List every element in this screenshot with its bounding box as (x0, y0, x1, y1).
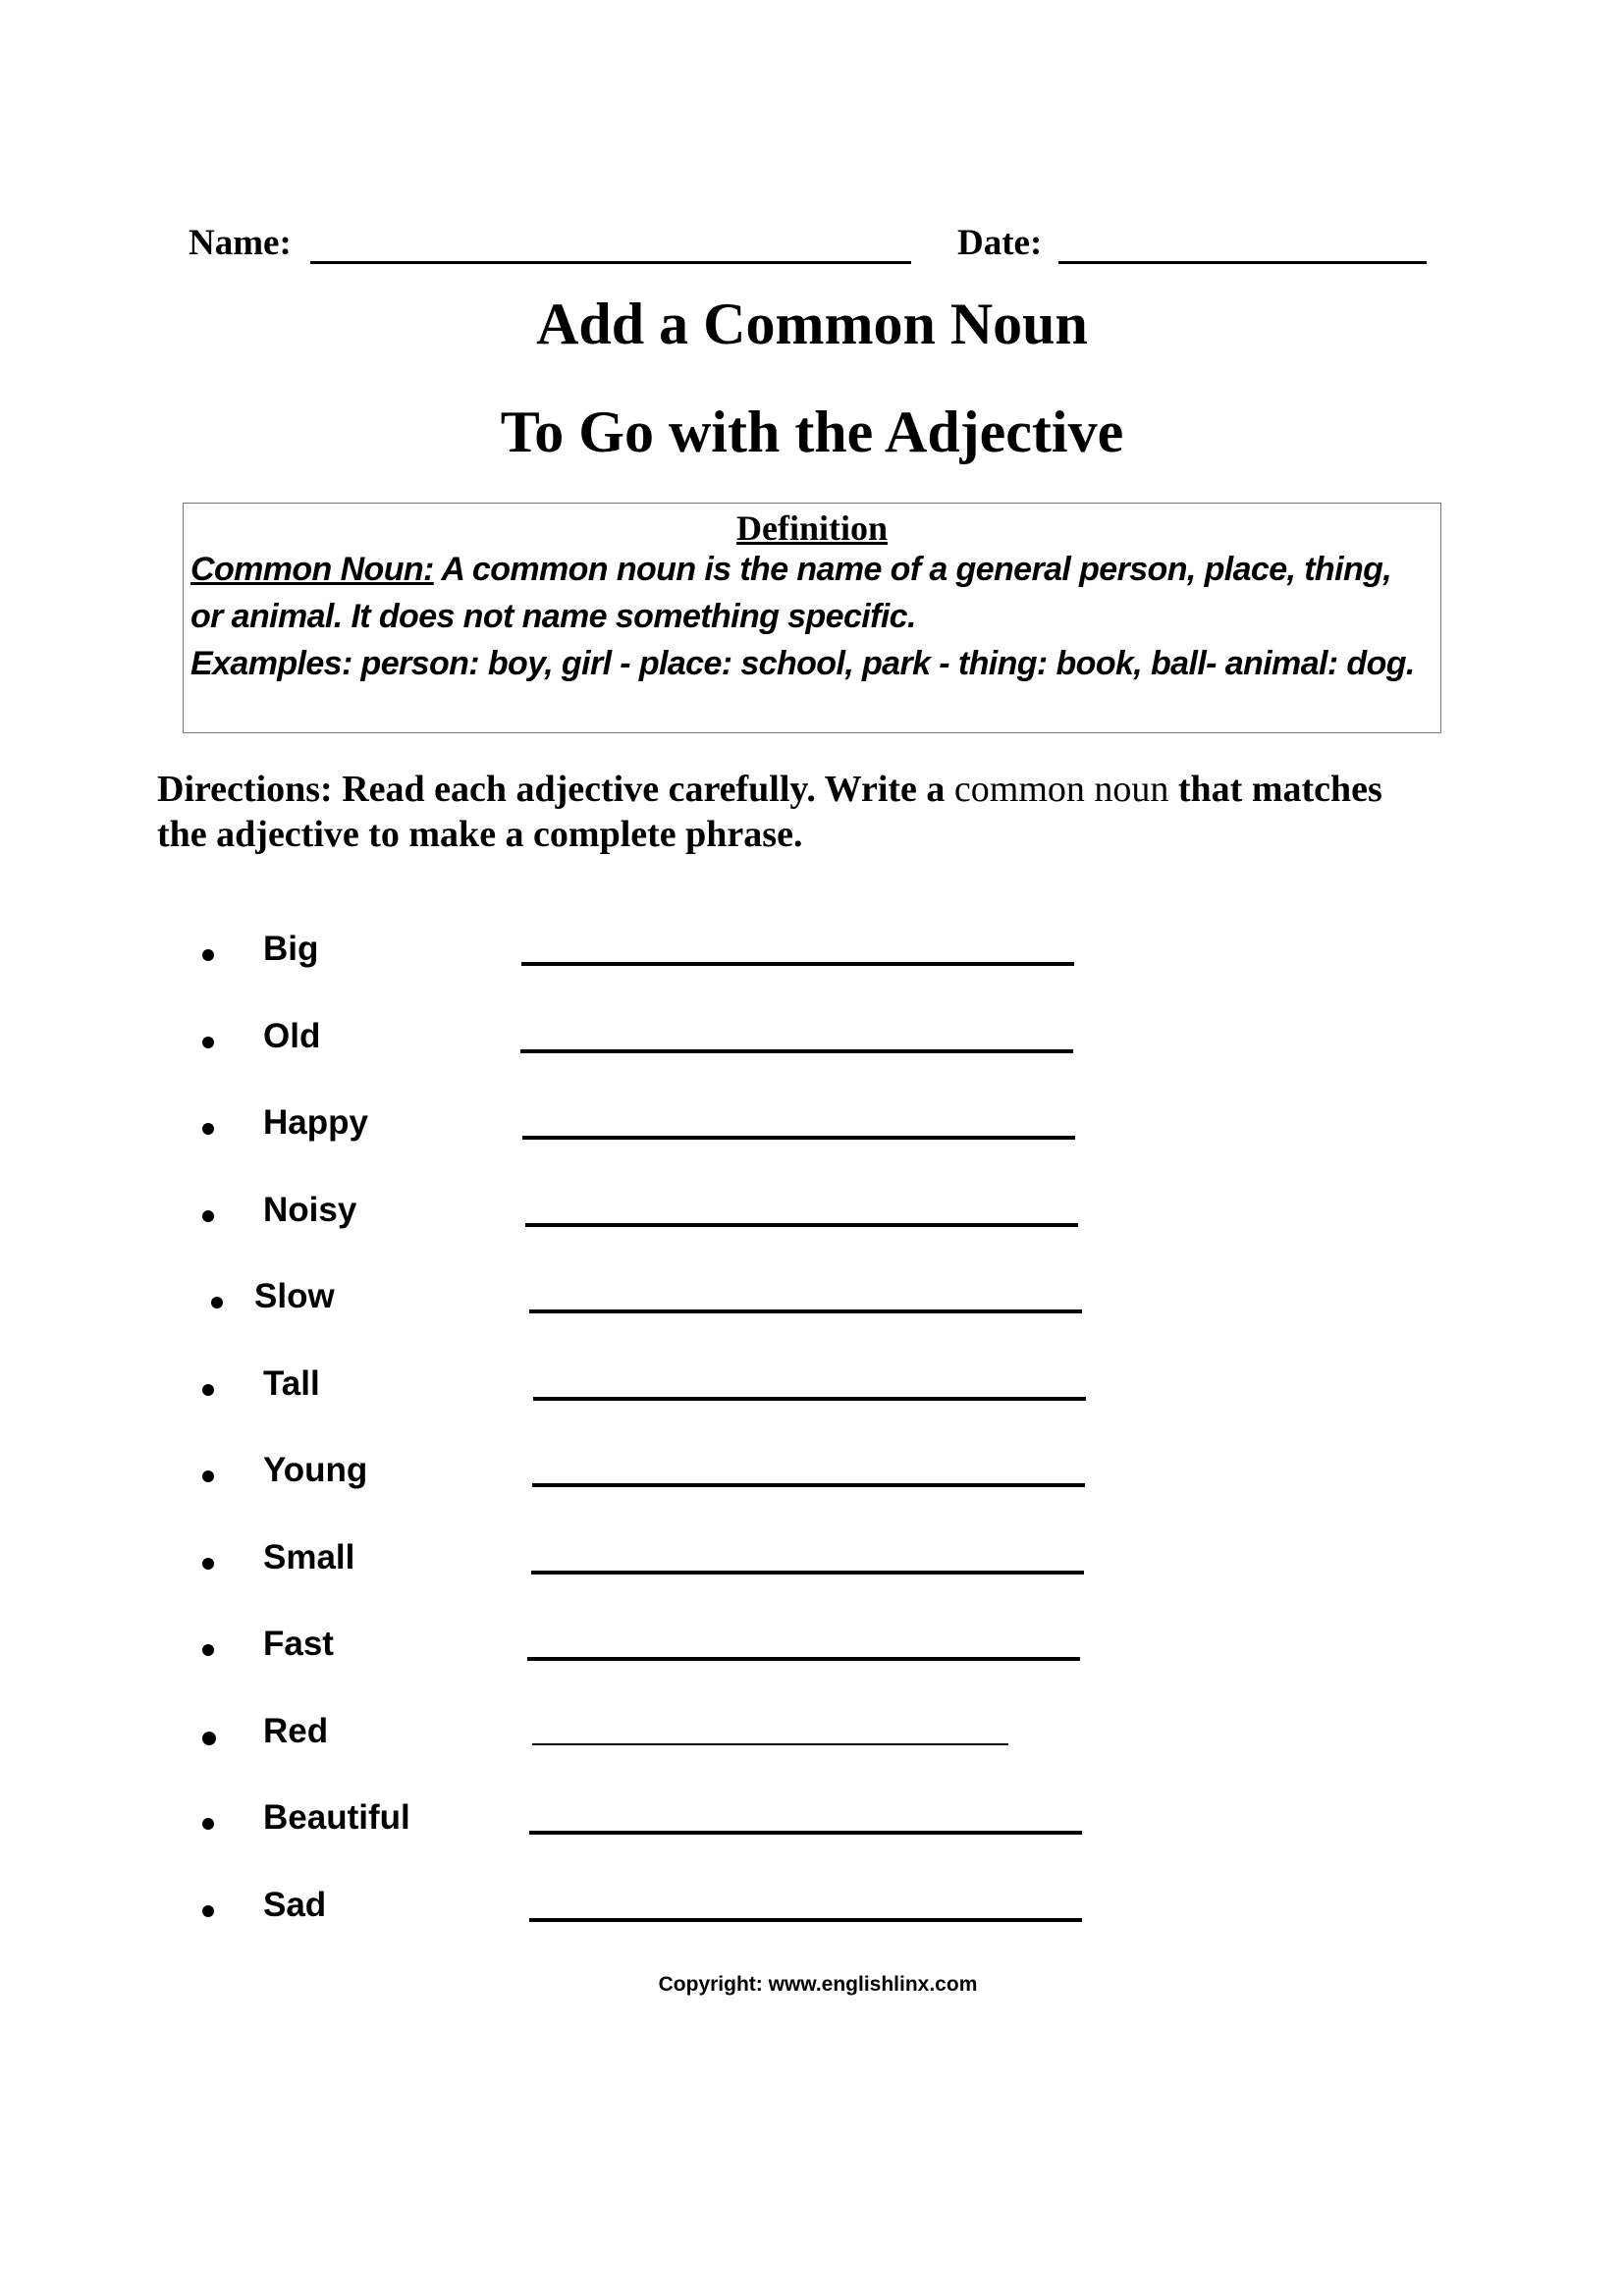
answer-blank[interactable] (529, 1831, 1082, 1835)
answer-blank[interactable] (529, 1309, 1082, 1313)
bullet-icon (202, 1905, 214, 1917)
list-item (0, 1710, 1624, 1769)
answer-blank[interactable] (525, 1223, 1078, 1227)
definition-examples: Examples: person: boy, girl - place: school, park - thing: book, ball- animal: dog. (190, 645, 1415, 682)
adjective: Big (263, 930, 319, 968)
adjective: Small (263, 1538, 355, 1576)
adjective: Happy (263, 1103, 368, 1142)
list-item (0, 1623, 1624, 1682)
bullet-icon (202, 1384, 214, 1396)
adjective: Tall (263, 1364, 320, 1403)
name-date-row (189, 222, 1435, 271)
answer-blank[interactable] (521, 962, 1074, 966)
adjective: Noisy (263, 1191, 357, 1229)
answer-blank[interactable] (532, 1483, 1085, 1487)
directions-part-2: common noun (953, 769, 1169, 810)
definition-line-1 (190, 551, 1391, 589)
answer-blank[interactable] (520, 1049, 1073, 1053)
answer-blank[interactable] (522, 1136, 1075, 1140)
list-item (0, 1536, 1624, 1595)
page-title-line-2: To Go with the Adjective (500, 400, 1124, 464)
name-field[interactable] (310, 261, 911, 264)
directions-part-3: that matches (1168, 769, 1382, 810)
adjective: Fast (263, 1625, 334, 1663)
bullet-icon (202, 1123, 214, 1135)
directions-line-1 (157, 768, 1382, 811)
answer-blank[interactable] (533, 1397, 1086, 1401)
bullet-icon (202, 949, 214, 961)
adjective: Old (263, 1017, 321, 1055)
definition-term: Common Noun: (190, 551, 434, 588)
bullet-icon (202, 1470, 214, 1482)
list-item (0, 1015, 1624, 1074)
definition-text-1: A common noun is the name of a general person, place, thing, (433, 551, 1392, 588)
copyright-notice: Copyright: www.englishlinx.com (658, 1973, 978, 1996)
bullet-icon (211, 1297, 223, 1308)
bullet-icon (202, 1732, 216, 1745)
list-item (0, 1189, 1624, 1248)
answer-blank[interactable] (531, 1571, 1084, 1575)
bullet-icon (202, 1210, 214, 1222)
date-field[interactable] (1058, 261, 1427, 264)
bullet-icon (202, 1037, 214, 1048)
list-item (0, 1362, 1624, 1421)
bullet-icon (202, 1818, 214, 1830)
adjective: Sad (263, 1886, 327, 1924)
list-item (0, 1796, 1624, 1855)
bullet-icon (202, 1558, 214, 1570)
adjective: Beautiful (263, 1798, 410, 1837)
definition-line-2: or animal. It does not name something specific. (190, 598, 916, 635)
definition-box (183, 503, 1441, 733)
adjective: Young (263, 1451, 368, 1489)
answer-blank[interactable] (529, 1918, 1082, 1922)
list-item (0, 1275, 1624, 1334)
name-label: Name: (189, 223, 292, 263)
list-item (0, 1449, 1624, 1508)
list-item (0, 1101, 1624, 1160)
list-item (0, 1884, 1624, 1943)
list-item (0, 928, 1624, 987)
definition-heading: Definition (735, 508, 888, 548)
date-label: Date: (957, 223, 1043, 263)
directions-part-1: Directions: Read each adjective carefully. Write a (157, 769, 954, 810)
directions-line-2: the adjective to make a complete phrase. (157, 814, 803, 855)
page-title-line-1: Add a Common Noun (536, 292, 1088, 356)
adjective: Slow (254, 1277, 335, 1315)
answer-blank[interactable] (527, 1657, 1080, 1661)
adjective: Red (263, 1712, 329, 1750)
bullet-icon (202, 1644, 214, 1656)
answer-blank[interactable] (532, 1743, 1008, 1745)
